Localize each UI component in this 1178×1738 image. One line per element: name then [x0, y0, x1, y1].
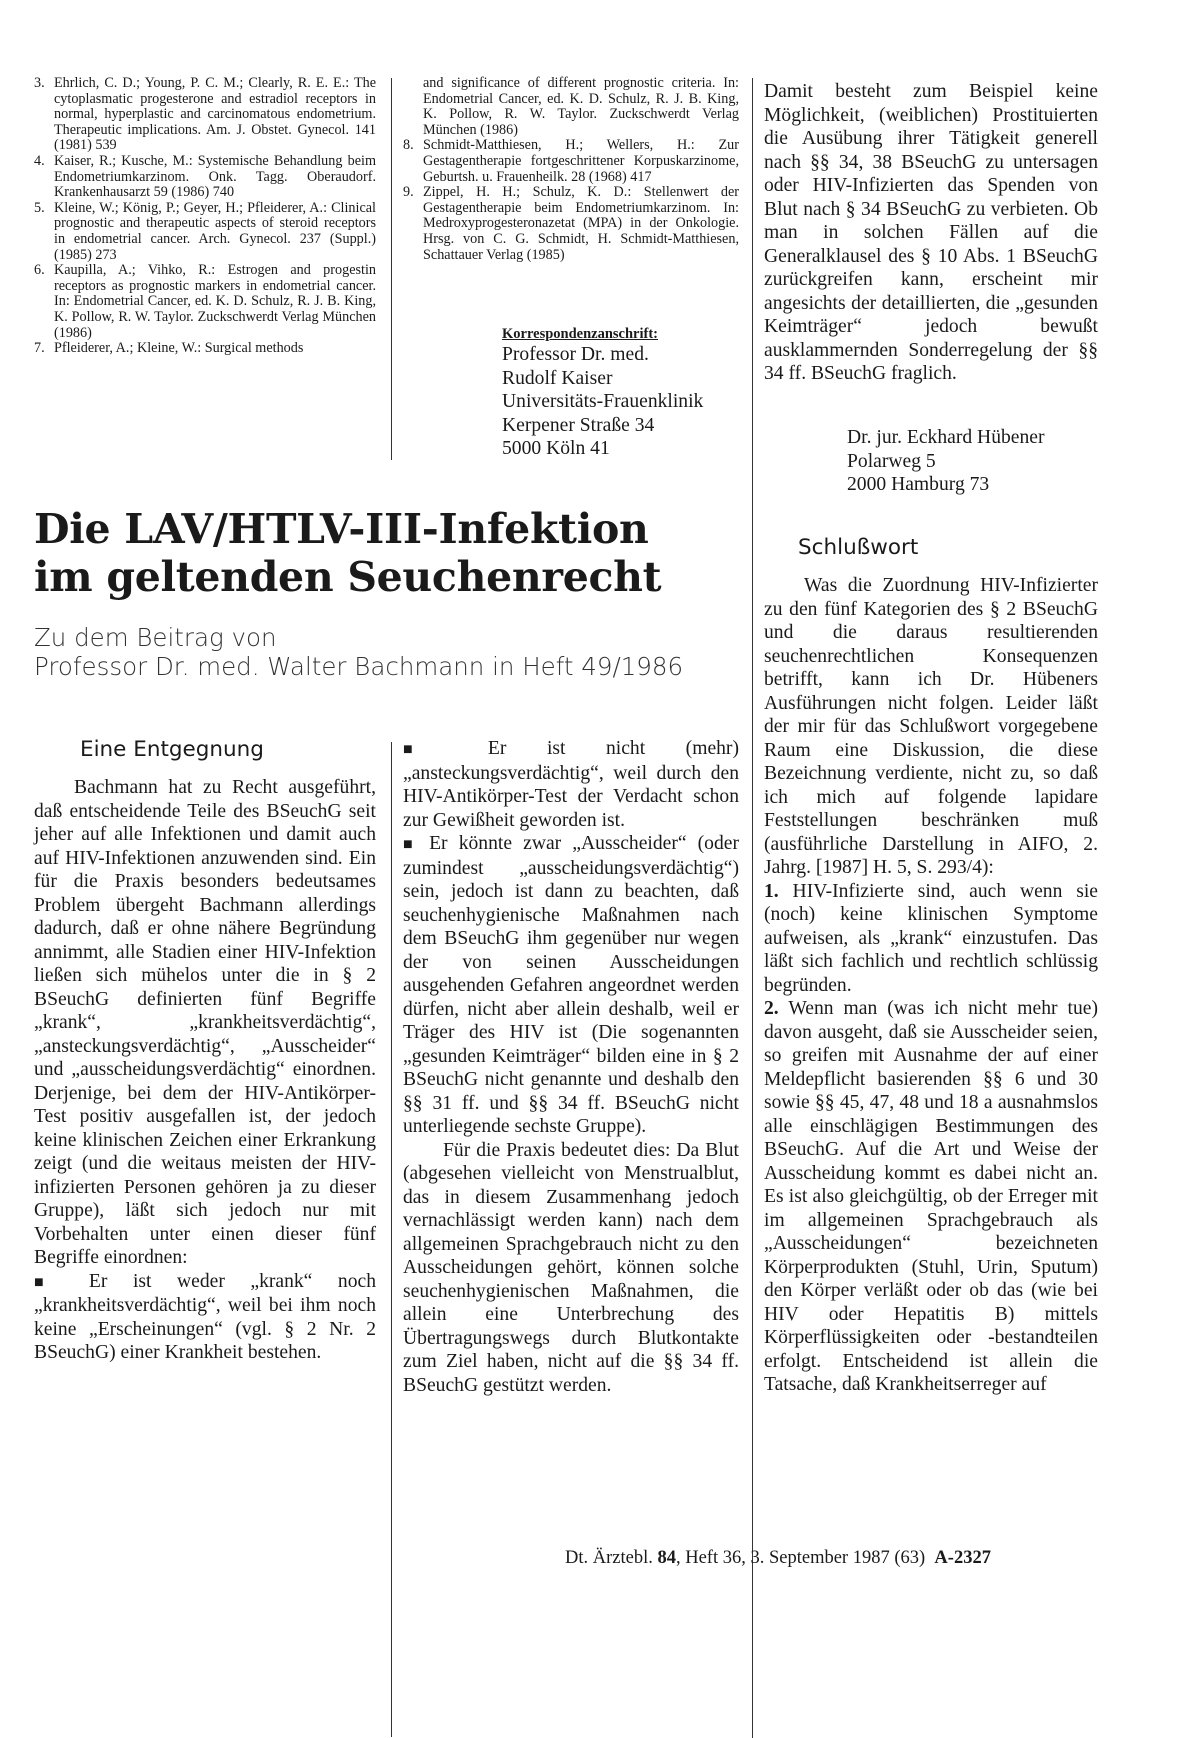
reference-item	[34, 201, 376, 263]
column-divider-right	[752, 78, 753, 1738]
entgegnung-column-2	[403, 737, 739, 1397]
entgegnung-paragraph-2: Für die Praxis bedeutet dies: Da Blut (abgesehen vielleicht von Menstrualblut, das in diesem Zusammenhang jedoch vernachlässigt werden kann) nach dem allgemeinen Sprachgebrauch nicht zu den Ausscheidungen gehört, können solche seuchenhygienischen Maßnahmen, die allein eine Unterbrechung des Übertragungswegs durch Blutkontakte zum Ziel haben, nicht auf die §§ 34 ff. BSeuchG gestützt werden.	[403, 1139, 739, 1396]
entgegnung-bullet-2: ■ Er ist nicht (mehr) „ansteckungsverdächtig“, weil durch den HIV-Antikörper-Test der Verdacht schon zur Gewißheit geworden ist.	[403, 737, 739, 832]
address-line: Professor Dr. med.	[502, 344, 649, 365]
address-line: Universitäts-Frauenklinik	[502, 391, 704, 412]
reference-text: Kaiser, R.; Kusche, M.: Systemische Behandlung beim Endometriumkarzinom. Onk. Tagg. Oberaudorf. Krankenhausarzt 59 (1986) 740	[54, 152, 376, 201]
reference-text: Ehrlich, C. D.; Young, P. C. M.; Clearly, R. E. E.: The cytoplasmatic progesterone and estradiol receptors in normal, hyperplastic and carcinomatous endometrium. Therapeutic implications. Am. J. Obstet. Gynecol. 141 (1981) 539	[54, 75, 376, 154]
reference-text: Pfleiderer, A.; Kleine, W.: Surgical methods	[54, 340, 304, 357]
article-subtitle-line1: Zu dem Beitrag von	[34, 623, 277, 652]
correspondence-address	[502, 343, 742, 461]
reference-continuation: and significance of different prognostic criteria. In: Endometrial Cancer, ed. K. D. Schulz, R. J. B. King, K. Pollow, R. W. Taylor. Zuckschwerdt Verlag München (1986)	[423, 75, 739, 138]
right-top-paragraph: Damit besteht zum Beispiel keine Möglichkeit, (weiblichen) Prostituierten die Ausübung ihrer Tätigkeit generell nach §§ 34, 38 BSeuchG zu untersagen oder HIV-Infizierten das Spenden von Blut nach § 34 BSeuchG zu verbieten. Ob man in solchen Fällen auf die Generalklausel des § 10 Abs. 1 BSeuchG zurückgreifen kann, erscheint mir angesichts der detaillierten, die „gesunden Keimträger“ jedoch bewußt ausklammernden Sonderregelung der §§ 34 ff. BSeuchG fraglich.	[764, 81, 1098, 384]
address-line: Rudolf Kaiser	[502, 367, 613, 389]
schlusswort-paragraph-1: Was die Zuordnung HIV-Infizierter zu den fünf Kategorien des § 2 BSeuchG und die daraus resultierenden seuchenrechtlichen Konsequenzen betrifft, kann ich Dr. Hübeners Ausführungen nicht folgen. Leider läßt der mir für das Schlußwort vorgegebene Raum eine Diskussion, die diese Bezeichnung verdiente, nicht zu, so daß ich mich auf folgende lapidare Feststellungen beschränken muß (ausführliche Darstellung in AIFO, 2. Jahrg. [1987] H. 5, S. 293/4):	[764, 575, 1098, 878]
right-top-text	[764, 80, 1098, 386]
footer-journal: Dt. Ärztebl.	[565, 1548, 653, 1568]
correspondence-heading: Korrespondenzanschrift:	[502, 326, 659, 342]
reference-number: 6.	[34, 262, 45, 279]
point-1-text: HIV-Infizierte sind, auch wenn sie (noch) keine klinischen Symptome aufweisen, als „krank“ einzustufen. Das läßt sich fachlich und rechtlich schlüssig begründen.	[764, 880, 1098, 996]
reference-number: 8.	[403, 137, 414, 154]
reference-number: 5.	[34, 199, 45, 216]
reference-item	[403, 185, 739, 263]
signature-line: Polarweg 5	[847, 450, 936, 472]
references-column-2	[403, 76, 739, 263]
address-line: Kerpener Straße 34	[502, 414, 655, 436]
reference-item	[34, 154, 376, 201]
reference-item	[34, 263, 376, 341]
point-2-text: Wenn man (was ich nicht mehr tue) davon ausgeht, daß sie Ausscheider seien, so greifen mit Ausnahme der auf einer Meldepflicht basierenden §§ 6 und 30 sowie §§ 45, 47, 48 und 18 a ausnahmslos alle einschlägigen Bestimmungen des BSeuchG. Auf die Art und Weise der Ausscheidung kommt es dabei nicht an. Es ist also gleichgültig, ob der Erreger mit im allgemeinen Sprachgebrauch als „Ausscheidungen“ bezeichneten Körperprodukten (Stuhl, Urin, Sputum) den Körper verläßt oder ob das (wie bei HIV oder Hepatitis B) mittels Körperflüssigkeiten oder -bestandteilen erfolgt. Entscheidend ist allein die Tatsache, daß Krankheitserreger auf	[764, 998, 1098, 1395]
schlusswort-heading: Schlußwort	[798, 535, 919, 560]
column-divider	[391, 78, 392, 460]
article-title	[34, 505, 746, 601]
schlusswort-point-2	[764, 997, 1098, 1397]
signature-line: Dr. jur. Eckhard Hübener	[847, 427, 1045, 448]
page-footer	[565, 1548, 991, 1569]
address-line: 5000 Köln 41	[502, 438, 610, 459]
article-subtitle-line2: Professor Dr. med. Walter Bachmann in Heft 49/1986	[34, 652, 684, 681]
reference-item	[34, 341, 376, 357]
entgegnung-paragraph-1: Bachmann hat zu Recht ausgeführt, daß entscheidende Teile des BSeuchG seit jeher auf alle Infektionen und damit auch auf HIV-Infektionen anzuwenden sind. Ein für die Praxis besonders bedeutsames Problem übergeht Bachmann allerdings dadurch, daß er ohne nähere Begründung annimmt, alle Stadien einer HIV-Infektion ließen sich mühelos unter die in § 2 BSeuchG definierten fünf Begriffe „krank“, „krankheitsverdächtig“, „ansteckungsverdächtig“, „Ausscheider“ und „ausscheidungsverdächtig“ einordnen. Derjenige, bei dem der HIV-Antikörper-Test positiv ausgefallen ist, der jedoch keine klinischen Zeichen einer Erkrankung zeigt (und die weitaus meisten der HIV-infizierten Personen gehören ja zu dieser Gruppe), läßt sich jedoch nur mit Vorbehalten unter einen dieser fünf Begriffe einordnen:	[34, 777, 376, 1268]
article-subtitle	[34, 623, 746, 681]
references-column-1	[34, 76, 376, 357]
reference-number: 4.	[34, 152, 45, 169]
reference-number: 7.	[34, 340, 45, 357]
footer-volume: 84	[657, 1548, 676, 1568]
reference-text: Kleine, W.; König, P.; Geyer, H.; Pfleiderer, A.: Clinical prognostic and therapeutic aspects of steroid receptors in endometrial cancer. Arch. Gynecol. 237 (Suppl.) (1985) 273	[54, 199, 376, 263]
reference-text: Kaupilla, A.; Vihko, R.: Estrogen and progestin receptors as prognostic markers in endometrial cancer. In: Endometrial Cancer, ed. K. D. Schulz, R. J. B. King, K. Pollow, R. W. Taylor. Zuckschwerdt Verlag München (1986)	[54, 262, 376, 341]
entgegnung-column-1	[34, 776, 376, 1365]
reference-number: 9.	[403, 184, 414, 201]
reference-text: Schmidt-Matthiesen, H.; Wellers, H.: Zur Gestagentherapie fortgeschrittener Korpuskarzinome, Geburtsh. u. Frauenheilk. 28 (1968) 417	[423, 137, 739, 185]
reference-text: Zippel, H. H.; Schulz, K. D.: Stellenwert der Gestagentherapie beim Endometriumkarzinom. In: Medroxyprogesteronazetat (MPA) in der Onkologie. Hrsg. von C. G. Schmidt, H. Schmidt-Matthiesen, Schattauer Verlag (1985)	[423, 184, 739, 263]
article-header	[34, 505, 746, 681]
entgegnung-bullet-3: ■ Er könnte zwar „Ausscheider“ (oder zumindest „ausscheidungsverdächtig“) sein, jedoch ist dann zu beachten, daß seuchenhygienische Maßnahmen nach dem BSeuchG ihm gegenüber nur wegen der von seinen Ausscheidungen ausgehenden Gefahren angeordnet werden dürfen, nicht aber allein deshalb, weil er Träger des HIV ist (Die sogenannten „gesunden Keimträger“ bilden eine in § 2 BSeuchG nicht genannte und deshalb den §§ 31 ff. und §§ 34 ff. BSeuchG nicht unterliegende sechste Gruppe).	[403, 832, 739, 1139]
reference-item	[34, 76, 376, 154]
article-title-line2: im geltenden Seuchenrecht	[34, 553, 662, 601]
schlusswort-column	[764, 574, 1098, 1397]
point-1-number: 1.	[764, 880, 779, 902]
article-title-line1: Die LAV/HTLV-III-Infektion	[34, 505, 649, 553]
reference-number: 3.	[34, 75, 45, 91]
entgegnung-bullet-1: ■ Er ist weder „krank“ noch „krankheitsverdächtig“, weil bei ihm noch keine „Erscheinungen“ (vgl. § 2 Nr. 2 BSeuchG) einer Krankheit bestehen.	[34, 1270, 376, 1365]
footer-issue: , Heft 36, 3. September 1987 (63)	[675, 1548, 926, 1568]
footer-page-number: A-2327	[934, 1548, 991, 1568]
correspondence-block	[502, 325, 742, 461]
point-2-number: 2.	[764, 998, 779, 1019]
entgegnung-heading: Eine Entgegnung	[80, 737, 264, 762]
reference-item	[403, 138, 739, 185]
column-divider-lower	[391, 742, 392, 1737]
signature-line: 2000 Hamburg 73	[847, 474, 990, 495]
schlusswort-point-1	[764, 880, 1098, 998]
signature-block	[847, 426, 1097, 497]
